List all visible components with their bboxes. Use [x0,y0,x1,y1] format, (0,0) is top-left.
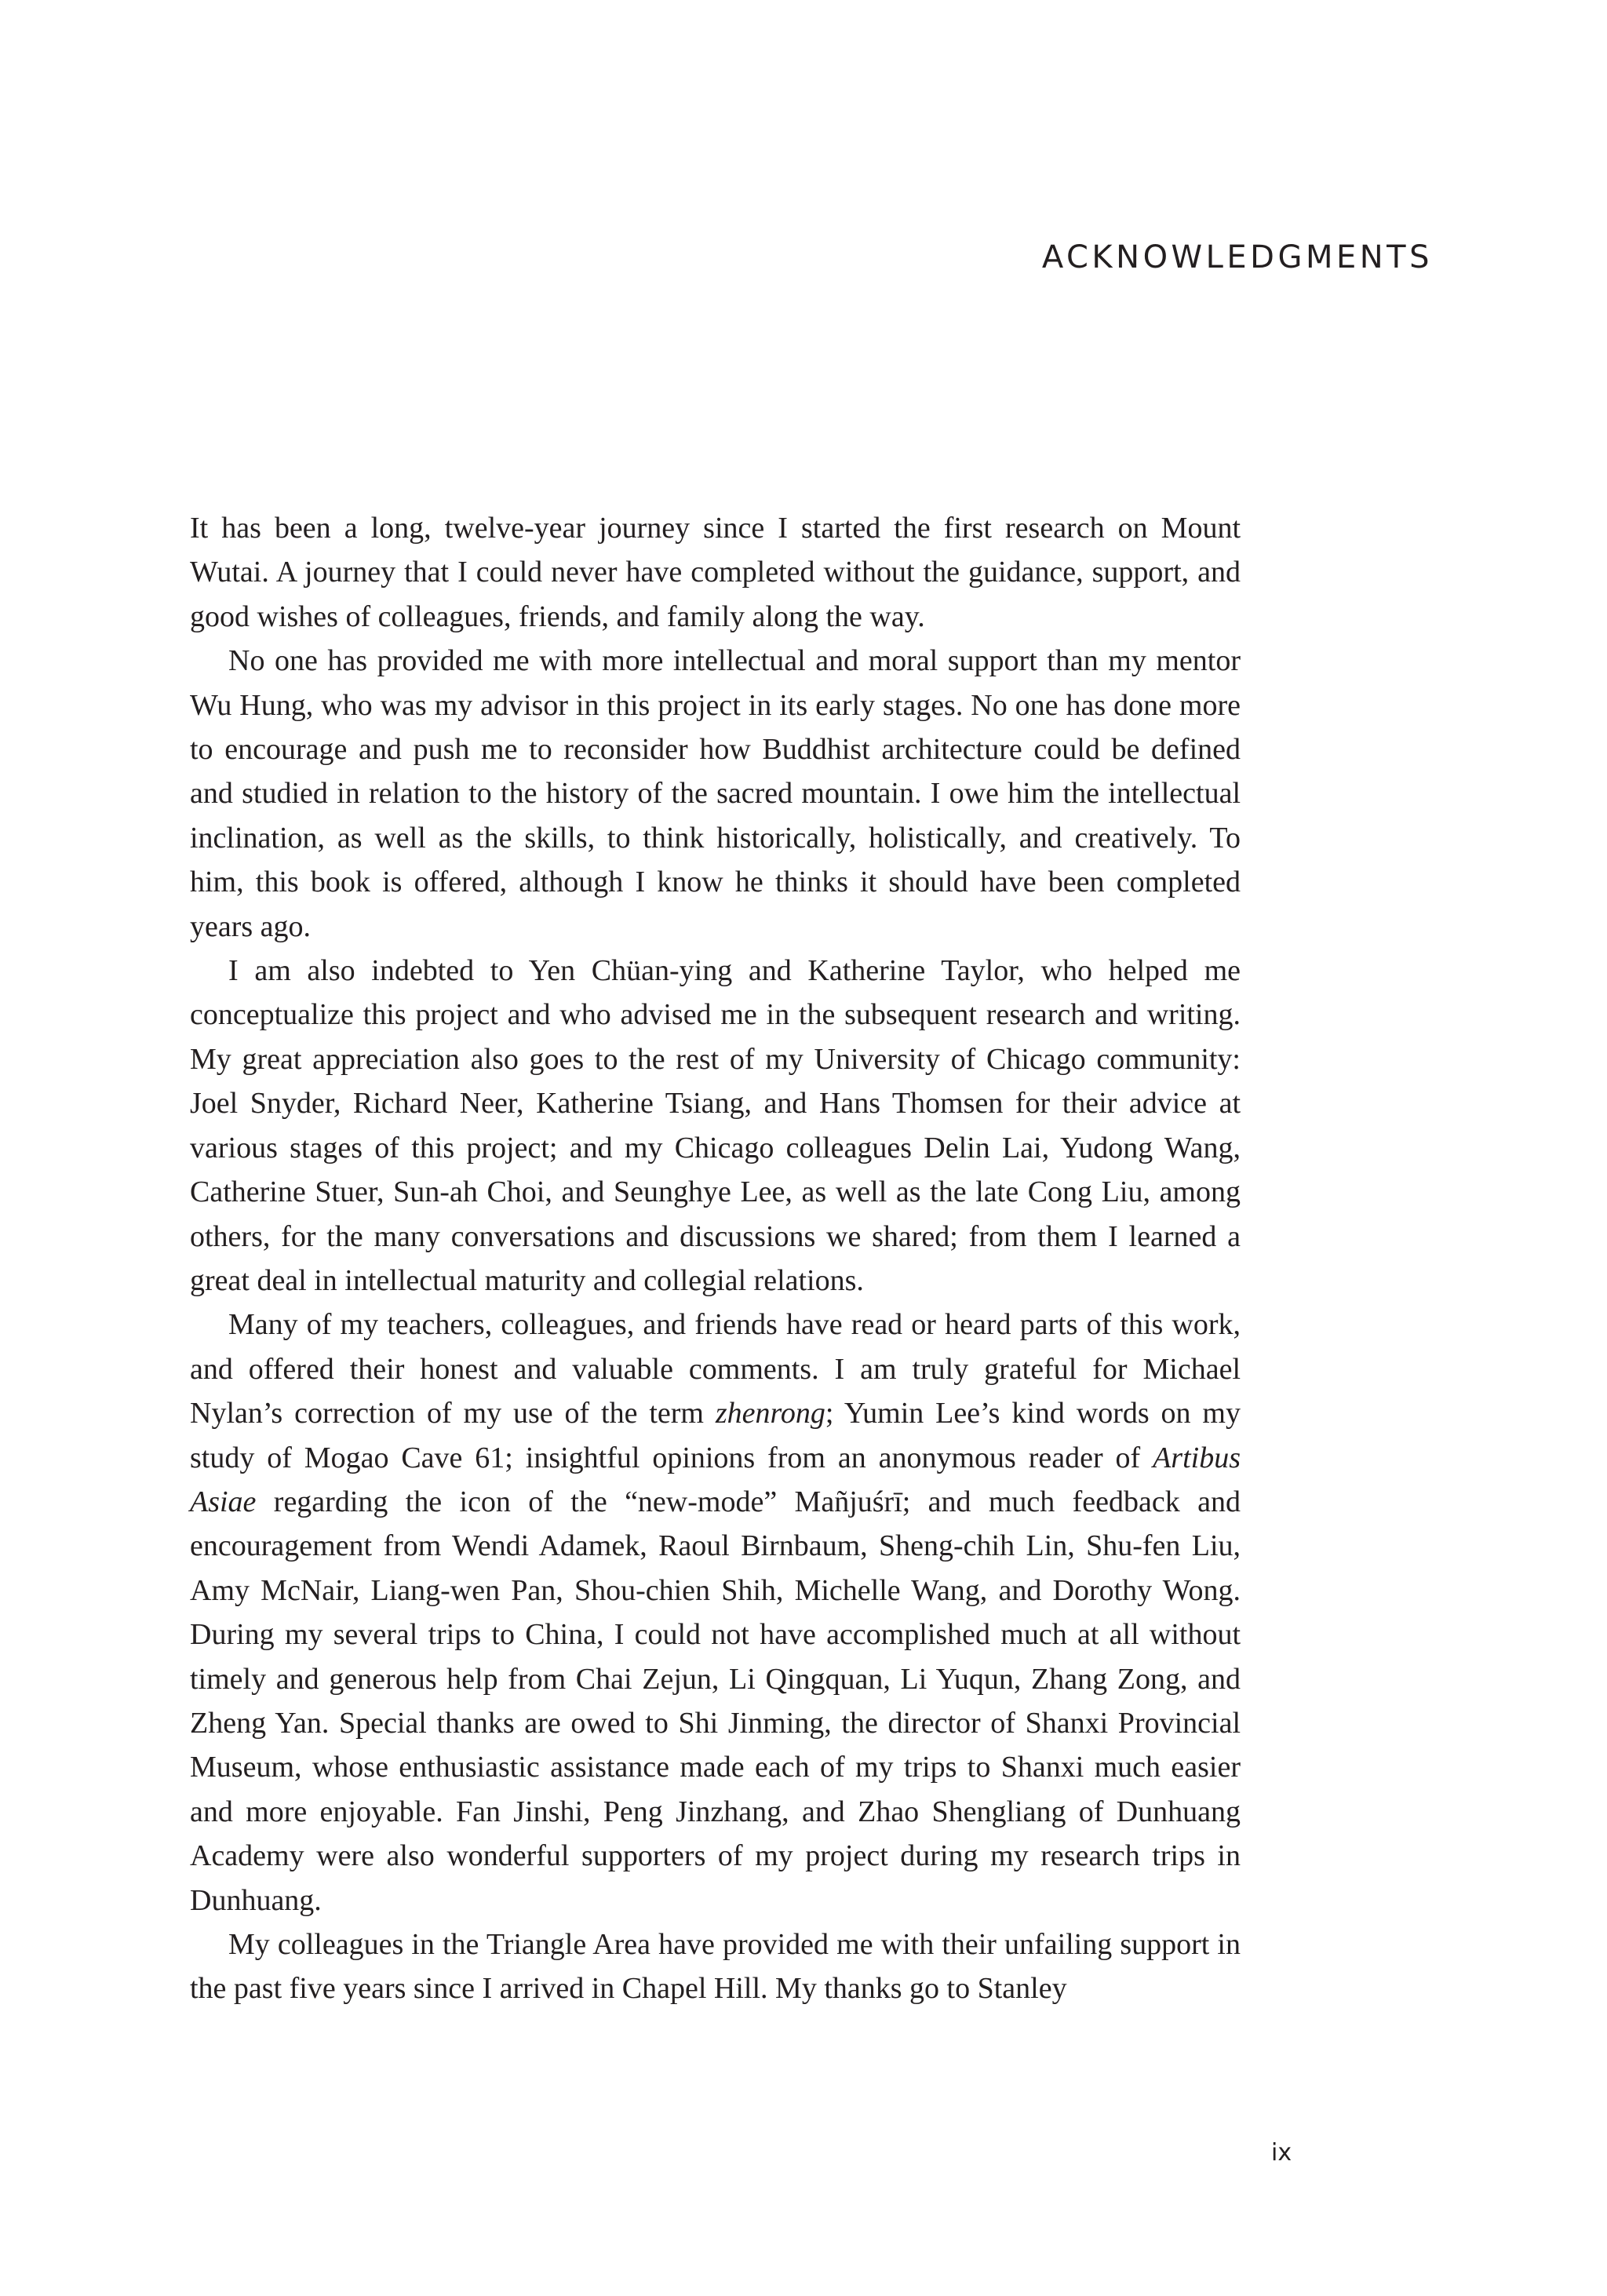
paragraph-4 [190,1303,1241,1922]
chapter-heading: ACKNOWLEDGMENTS [1041,239,1433,275]
page-number: ix [1271,2139,1292,2167]
italic-term: zhenrong [715,1397,825,1430]
paragraph-2 [190,639,1241,949]
paragraph-3 [190,949,1241,1303]
italic-journal-title: Artibus Asiae [190,1441,1241,1518]
acknowledgments-body [190,506,1241,2011]
paragraph-1 [190,506,1241,639]
paragraph-text: I am also indebted to Yen Chüan-ying and Katherine Taylor, who helped me conceptualize this project and who advised me in the subsequent research and writing. My great appreciation also goes to the rest of my University of Chicago community: Joel Snyder, Richard Neer, Katherine Tsiang, and Hans Thomsen for their advice at various stages of this project; and my Chicago colleagues Delin Lai, Yudong Wang, Catherine Stuer, Sun-ah Choi, and Seunghye Lee, as well as the late Cong Liu, among others, for the many conversations and discussions we shared; from them I learned a great deal in intellectual maturity and collegial relations. [190,954,1241,1297]
paragraph-text: regarding the icon of the “new-mode” Mañjuśrī; and much feedback and encouragement from Wendi Adamek, Raoul Birnbaum, Sheng-chih Lin, Shu-fen Liu, Amy McNair, Liang-wen Pan, Shou-chien Shih, Michelle Wang, and Dorothy Wong. During my several trips to China, I could not have accomplished much at all without timely and generous help from Chai Zejun, Li Qingquan, Li Yuqun, Zhang Zong, and Zheng Yan. Special thanks are owed to Shi Jinming, the director of Shanxi Provincial Museum, whose enthusiastic assistance made each of my trips to Shanxi much easier and more enjoyable. Fan Jinshi, Peng Jinzhang, and Zhao Shengliang of Dunhuang Academy were also wonderful supporters of my project during my research trips in Dunhuang. [190,1485,1241,1917]
paragraph-text: ; Yumin Lee’s kind words on my study of Mogao Cave 61; insightful opinions from an anonymous reader of [190,1397,1241,1474]
paragraph-text: Many of my teachers, colleagues, and friends have read or heard parts of this work, and offered their honest and valuable comments. I am truly grateful for Michael Nylan’s correction of my use of the term [190,1308,1241,1430]
paragraph-text: It has been a long, twelve-year journey since I started the first research on Mount Wutai. A journey that I could never have completed without the guidance, support, and good wishes of colleagues, friends, and family along the way. [190,512,1241,633]
paragraph-5 [190,1922,1241,2011]
paragraph-text: My colleagues in the Triangle Area have provided me with their unfailing support in the past five years since I arrived in Chapel Hill. My thanks go to Stanley [190,1928,1241,2006]
paragraph-text: No one has provided me with more intellectual and moral support than my mentor Wu Hung, who was my advisor in this project in its early stages. No one has done more to encourage and push me to reconsider how Buddhist architecture could be defined and studied in relation to the history of the sacred mountain. I owe him the intellectual inclination, as well as the skills, to think historically, holistically, and creatively. To him, this book is offered, although I know he thinks it should have been completed years ago. [190,644,1241,943]
